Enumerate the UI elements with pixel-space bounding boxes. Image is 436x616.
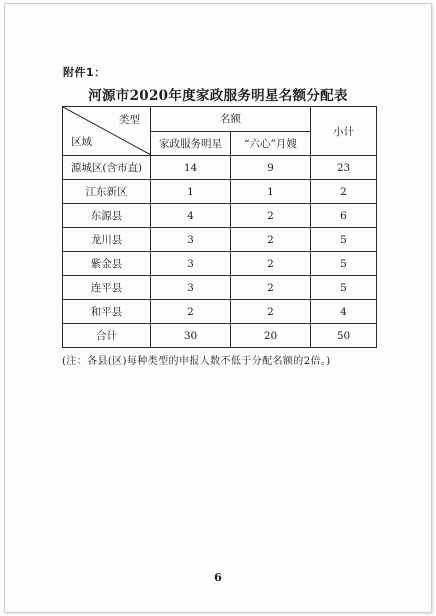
subtotal-cell: 5 [311,228,377,252]
nanny-cell: 20 [231,324,311,348]
star-cell: 14 [151,156,231,180]
table-row [63,180,377,204]
region-cell: 江东新区 [63,180,151,204]
subtotal-cell: 2 [311,180,377,204]
subtotal-cell: 5 [311,252,377,276]
subtotal-cell: 50 [311,324,377,348]
region-cell: 源城区(含市直) [63,156,151,180]
document-title: 河源市2020年度家政服务明星名额分配表 [88,88,348,104]
subtotal-cell: 23 [311,156,377,180]
table-row [63,228,377,252]
nanny-cell: 2 [231,300,311,324]
table-row [63,204,377,228]
header-quota: 名额 [151,107,311,132]
nanny-cell: 9 [231,156,311,180]
star-cell: 3 [151,276,231,300]
nanny-cell: 2 [231,276,311,300]
diagonal-header-cell [63,107,151,156]
table-row [63,300,377,324]
header-subtotal: 小计 [311,107,377,156]
region-cell: 龙川县 [63,228,151,252]
table-row [63,276,377,300]
region-cell: 和平县 [63,300,151,324]
footnote: (注：各县(区)每种类型的申报人数不低于分配名额的2倍。) [62,356,331,367]
subtotal-cell: 5 [311,276,377,300]
region-cell: 东源县 [63,204,151,228]
star-cell: 2 [151,300,231,324]
table-row [63,252,377,276]
attachment-label: 附件1： [63,66,106,79]
header-nanny: “六心”月嫂 [231,131,311,156]
nanny-cell: 2 [231,204,311,228]
region-cell: 连平县 [63,276,151,300]
page-number: 6 [214,571,222,584]
header-star: 家政服务明星 [151,131,231,156]
star-cell: 30 [151,324,231,348]
star-cell: 4 [151,204,231,228]
header-type-label: 类型 [119,114,140,126]
region-cell: 合计 [63,324,151,348]
table-row [63,156,377,180]
nanny-cell: 1 [231,180,311,204]
quota-table [62,106,377,348]
subtotal-cell: 4 [311,300,377,324]
table-header-row [63,107,377,132]
subtotal-cell: 6 [311,204,377,228]
table-body [63,156,377,348]
nanny-cell: 2 [231,252,311,276]
star-cell: 1 [151,180,231,204]
nanny-cell: 2 [231,228,311,252]
header-region-label: 区域 [71,136,92,148]
total-row [63,324,377,348]
star-cell: 3 [151,228,231,252]
region-cell: 紫金县 [63,252,151,276]
star-cell: 3 [151,252,231,276]
